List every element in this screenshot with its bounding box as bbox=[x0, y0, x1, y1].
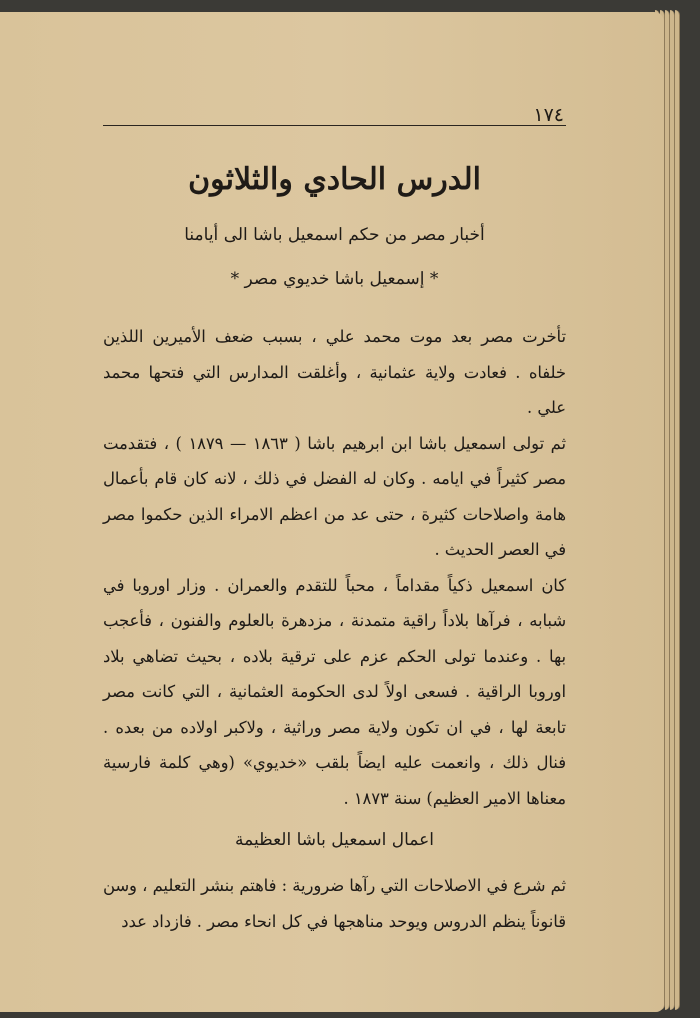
header-rule bbox=[103, 125, 566, 126]
book-page bbox=[0, 12, 664, 1012]
chapter-subtitle: أخبار مصر من حكم اسمعيل باشا الى أيامنا bbox=[184, 225, 485, 245]
page-number: ١٧٤ bbox=[533, 104, 564, 126]
section-heading: اعمال اسمعيل باشا العظيمة bbox=[235, 830, 434, 850]
section-title: * إسمعيل باشا خديوي مصر * bbox=[230, 269, 439, 289]
paragraph-2: ثم تولى اسمعيل باشا ابن ابرهيم باشا ( ١٨٦٣ — ١٨٧٩ ) ، فتقدمت مصر كثيراً في ايامه . وكان له الفضل في ذلك ، لانه كان قام بأعمال هامة واصلاحات كثيرة ، حتى عد من اعظم الامراء الذين حكموا مصر في العصر الحديث . bbox=[103, 433, 567, 559]
chapter-title: الدرس الحادي والثلاثون bbox=[188, 162, 481, 197]
page-content bbox=[103, 162, 566, 939]
paragraph-1: تأخرت مصر بعد موت محمد علي ، بسبب ضعف الأميرين اللذين خلفاه . فعادت ولاية عثمانية ، وأغلقت المدارس التي فتحها محمد علي . bbox=[103, 327, 566, 417]
closing-paragraph: ثم شرع في الاصلاحات التي رآها ضرورية : فاهتم بنشر التعليم ، وسن قانوناً ينظم الدروس ويوحد مناهجها في كل انحاء مصر . فازداد عدد bbox=[103, 876, 566, 931]
paragraph-3: كان اسمعيل ذكياً مقداماً ، محباً للتقدم والعمران . وزار اوروبا في شبابه ، فرآها بلاداً راقية متمدنة ، مزدهرة بالعلوم والفنون ، فأعجب بها . وعندما تولى الحكم عزم على ترقية بلاده ، بحيث تضاهي بلاد اوروبا الراقية . فسعى اولاً لدى الحكومة العثمانية ، التي كانت مصر تابعة لها ، في ان تكون ولاية مصر وراثية ، ولاكبر اولاده من بعده . فنال ذلك ، وانعمت عليه ايضاً بلقب «خديوي» (وهي كلمة فارسية معناها الامير العظيم) سنة ١٨٧٣ . bbox=[103, 575, 566, 808]
